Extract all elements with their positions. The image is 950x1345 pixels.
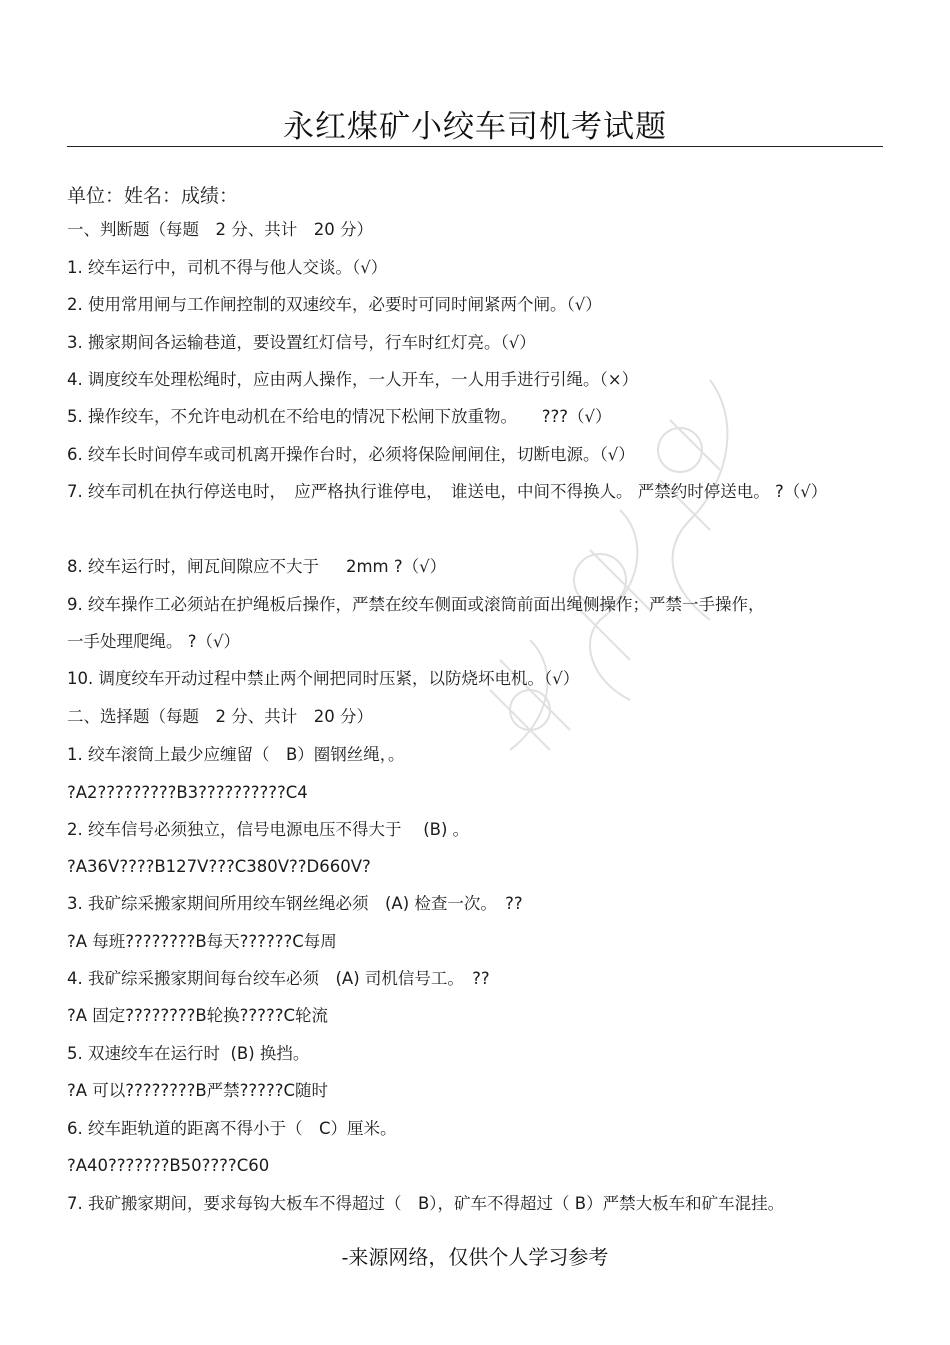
- title-divider: [67, 146, 883, 147]
- question-2-1-options: ?A2?????????B3??????????C4: [67, 783, 308, 802]
- question-1-7: 7. 绞车司机在执行停送电时， 应严格执行谁停电， 谁送电，中间不得换人。 严禁约时停送电。 ?（√）: [67, 482, 828, 501]
- page-footer: -来源网络，仅供个人学习参考: [341, 1245, 609, 1269]
- question-2-6-options: ?A40???????B50????C60: [67, 1156, 270, 1175]
- question-1-2: 2. 使用常用闸与工作闸控制的双速绞车，必要时可同时闸紧两个闸。（√）: [67, 295, 602, 314]
- question-2-2-options: ?A36V????B127V???C380V??D660V?: [67, 857, 371, 876]
- section-heading-choice: 二、选择题（每题 2 分、共计 20 分）: [67, 707, 373, 726]
- question-1-5: 5. 操作绞车，不允许电动机在不给电的情况下松闸下放重物。 ???（√）: [67, 407, 612, 426]
- question-1-9-cont: 一手处理爬绳。 ?（√）: [67, 632, 241, 651]
- question-1-3: 3. 搬家期间各运输巷道，要设置红灯信号，行车时红灯亮。（√）: [67, 333, 536, 352]
- page-title: 永红煤矿小绞车司机考试题: [283, 109, 667, 145]
- question-1-10: 10. 调度绞车开动过程中禁止两个闸把同时压紧，以防烧坏电机。（√）: [67, 669, 580, 688]
- question-2-5: 5. 双速绞车在运行时 (B) 换挡。: [67, 1044, 310, 1063]
- question-2-1: 1. 绞车滚筒上最少应缠留（ B）圈钢丝绳，。: [67, 745, 405, 764]
- question-2-5-options: ?A 可以????????B严禁?????C随时: [67, 1081, 328, 1100]
- question-2-6: 6. 绞车距轨道的距离不得小于（ C）厘米。: [67, 1119, 397, 1138]
- question-2-4-options: ?A 固定????????B轮换?????C轮流: [67, 1006, 328, 1025]
- question-1-9: 9. 绞车操作工必须站在护绳板后操作，严禁在绞车侧面或滚筒前面出绳侧操作；严禁一手操作，: [67, 595, 765, 614]
- question-2-7: 7. 我矿搬家期间，要求每钩大板车不得超过（ B），矿车不得超过（ B）严禁大板车和矿车混挂。: [67, 1194, 785, 1213]
- question-2-4: 4. 我矿综采搬家期间每台绞车必须 (A) 司机信号工。 ??: [67, 969, 490, 988]
- section-heading-judgment: 一、判断题（每题 2 分、共计 20 分）: [67, 220, 373, 239]
- question-2-3: 3. 我矿综采搬家期间所用绞车钢丝绳必须 (A) 检查一次。 ??: [67, 894, 523, 913]
- question-1-6: 6. 绞车长时间停车或司机离开操作台时，必须将保险闸闸住，切断电源。（√）: [67, 445, 635, 464]
- question-2-3-options: ?A 每班????????B每天??????C每周: [67, 932, 337, 951]
- question-1-8: 8. 绞车运行时，闸瓦间隙应不大于 2mm ?（√）: [67, 557, 447, 576]
- meta-line: 单位：姓名：成绩：: [67, 185, 239, 207]
- question-1-4: 4. 调度绞车处理松绳时，应由两人操作，一人开车，一人用手进行引绳。（×）: [67, 370, 639, 389]
- question-1-1: 1. 绞车运行中，司机不得与他人交谈。（√）: [67, 258, 388, 277]
- question-2-2: 2. 绞车信号必须独立，信号电源电压不得大于 (B) 。: [67, 820, 470, 839]
